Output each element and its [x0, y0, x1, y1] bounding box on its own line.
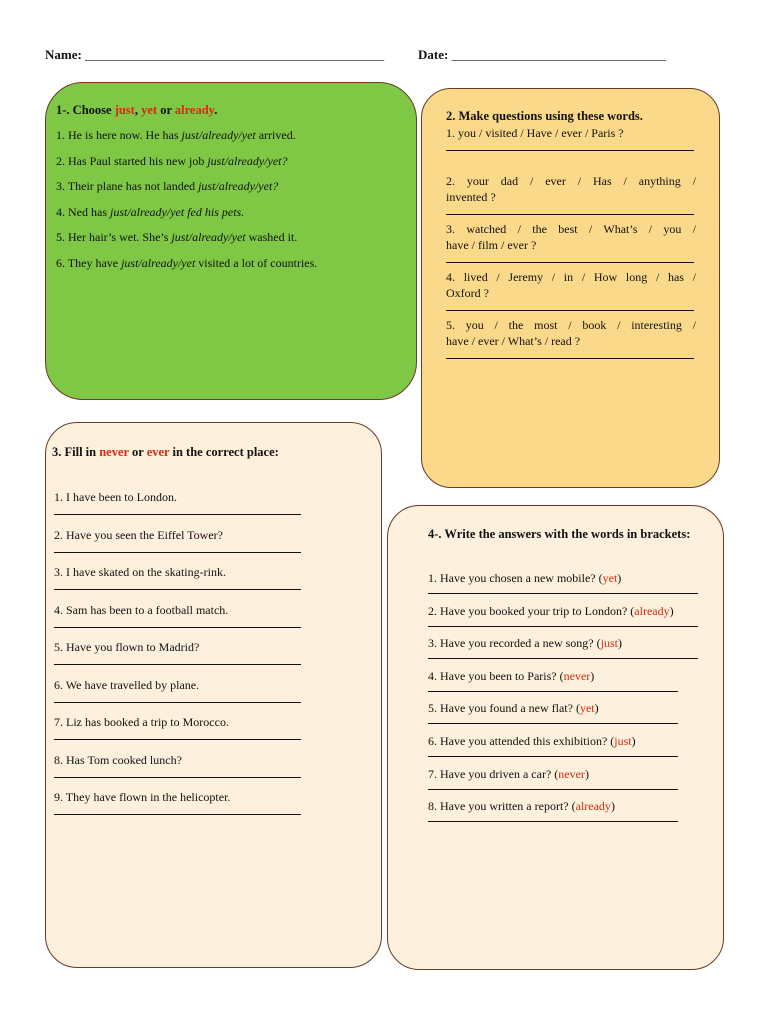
- option-choice[interactable]: just/already/yet: [171, 230, 246, 244]
- list-item: 2. Have you booked your trip to London? (already): [428, 604, 698, 637]
- list-item: 6. They have just/already/yet visited a lot of countries.: [56, 255, 318, 270]
- list-item: 6. Have you attended this exhibition? (just): [428, 734, 698, 767]
- list-item: 5. Have you flown to Madrid?: [54, 640, 301, 678]
- list-item: 4. Sam has been to a football match.: [54, 603, 301, 641]
- hint-word: already: [634, 603, 670, 618]
- list-item: 3. watched / the best / What’s / you / have / film / ever ?: [446, 221, 696, 269]
- list-item: 4. Have you been to Paris? (never): [428, 669, 698, 702]
- list-item: 5. Her hair’s wet. She’s just/already/yet washed it.: [56, 230, 298, 244]
- date-label: Date:: [418, 47, 449, 62]
- answer-line[interactable]: [446, 205, 696, 221]
- hint-word: never: [558, 766, 585, 781]
- date-blank[interactable]: _________________________________: [451, 47, 667, 62]
- word-never: never: [99, 445, 129, 459]
- list-item: 1. you / visited / Have / ever / Paris ?: [446, 125, 696, 173]
- answer-line[interactable]: [428, 588, 698, 594]
- list-item: 4. lived / Jeremy / in / How long / has / Oxford ?: [446, 269, 696, 317]
- exercise-1-box: [45, 82, 417, 400]
- list-item: 5. Have you found a new flat? (yet): [428, 701, 698, 734]
- word-just: just: [114, 103, 135, 117]
- option-choice[interactable]: just/already/yet: [181, 128, 256, 142]
- exercise-2-title: 2. Make questions using these words.: [446, 109, 643, 123]
- option-choice[interactable]: just/already/yet fed his pets.: [110, 204, 245, 219]
- answer-line[interactable]: [54, 696, 301, 703]
- list-item: 3. I have skated on the skating-rink.: [54, 565, 301, 603]
- answer-line[interactable]: [446, 253, 696, 269]
- hint-word: yet: [579, 701, 595, 716]
- answer-line[interactable]: [54, 546, 301, 553]
- answer-line[interactable]: [54, 508, 301, 515]
- option-choice[interactable]: just/already/yet: [121, 255, 196, 270]
- exercise-4-title: 4-. Write the answers with the words in brackets:: [428, 527, 691, 541]
- answer-line[interactable]: [54, 808, 301, 815]
- option-choice[interactable]: just/already/yet?: [198, 179, 279, 193]
- answer-line[interactable]: [428, 751, 678, 757]
- list-item: 2. your dad / ever / Has / anything / invented ?: [446, 173, 696, 221]
- word-ever: ever: [146, 445, 170, 459]
- hint-word: never: [563, 668, 591, 683]
- hint-word: yet: [602, 571, 618, 585]
- hint-word: already: [575, 799, 611, 814]
- word-yet: yet: [141, 103, 158, 117]
- hint-word: just: [600, 636, 618, 651]
- exercise-2-list: [446, 125, 696, 365]
- answer-line[interactable]: [54, 583, 301, 590]
- list-item: 1. He is here now. He has just/already/yet arrived.: [56, 128, 296, 142]
- answer-line[interactable]: [446, 301, 696, 317]
- answer-line[interactable]: [428, 784, 678, 790]
- list-item: 4. Ned has just/already/yet fed his pets.: [56, 204, 245, 219]
- exercise-2-box: [421, 88, 720, 488]
- option-choice[interactable]: just/already/yet?: [207, 153, 288, 168]
- exercise-3-list: [54, 490, 301, 828]
- list-item: 3. Have you recorded a new song? (just): [428, 636, 698, 669]
- list-item: 1. Have you chosen a new mobile? (yet): [428, 571, 698, 604]
- exercise-1-list: [56, 128, 406, 281]
- list-item: 7. Have you driven a car? (never): [428, 767, 698, 800]
- answer-line[interactable]: [54, 658, 301, 665]
- answer-line[interactable]: [54, 621, 301, 628]
- exercise-3-title: 3. Fill in never or ever in the correct place:: [52, 445, 279, 459]
- hint-word: just: [614, 733, 632, 748]
- list-item: 3. Their plane has not landed just/already/yet?: [56, 179, 279, 193]
- list-item: 6. We have travelled by plane.: [54, 678, 301, 716]
- list-item: 8. Have you written a report? (already): [428, 799, 698, 832]
- exercise-4-list: [428, 571, 698, 832]
- list-item: 9. They have flown in the helicopter.: [54, 790, 301, 828]
- exercise-1-title: 1-. Choose just, yet or already.: [56, 103, 218, 117]
- worksheet-header: [45, 47, 667, 63]
- answer-line[interactable]: [54, 771, 301, 778]
- name-label: Name:: [45, 47, 82, 62]
- list-item: 2. Have you seen the Eiffel Tower?: [54, 528, 301, 566]
- exercise-4-box: [387, 505, 724, 970]
- answer-line[interactable]: [54, 733, 301, 740]
- list-item: 7. Liz has booked a trip to Morocco.: [54, 715, 301, 753]
- date-field[interactable]: [418, 47, 666, 63]
- answer-line[interactable]: [428, 621, 698, 627]
- answer-line[interactable]: [446, 349, 696, 365]
- name-blank[interactable]: ______________________________________________: [85, 47, 385, 62]
- name-field[interactable]: [45, 47, 384, 62]
- answer-line[interactable]: [446, 141, 696, 157]
- list-item: 2. Has Paul started his new job just/already/yet?: [56, 153, 288, 168]
- answer-line[interactable]: [428, 718, 678, 724]
- list-item: 5. you / the most / book / interesting / have / ever / What’s / read ?: [446, 317, 696, 365]
- list-item: 1. I have been to London.: [54, 490, 301, 528]
- answer-line[interactable]: [428, 816, 678, 822]
- list-item: 8. Has Tom cooked lunch?: [54, 753, 301, 791]
- word-already: already: [174, 103, 215, 117]
- answer-line[interactable]: [428, 686, 678, 692]
- answer-line[interactable]: [428, 653, 698, 659]
- exercise-3-box: [45, 422, 382, 968]
